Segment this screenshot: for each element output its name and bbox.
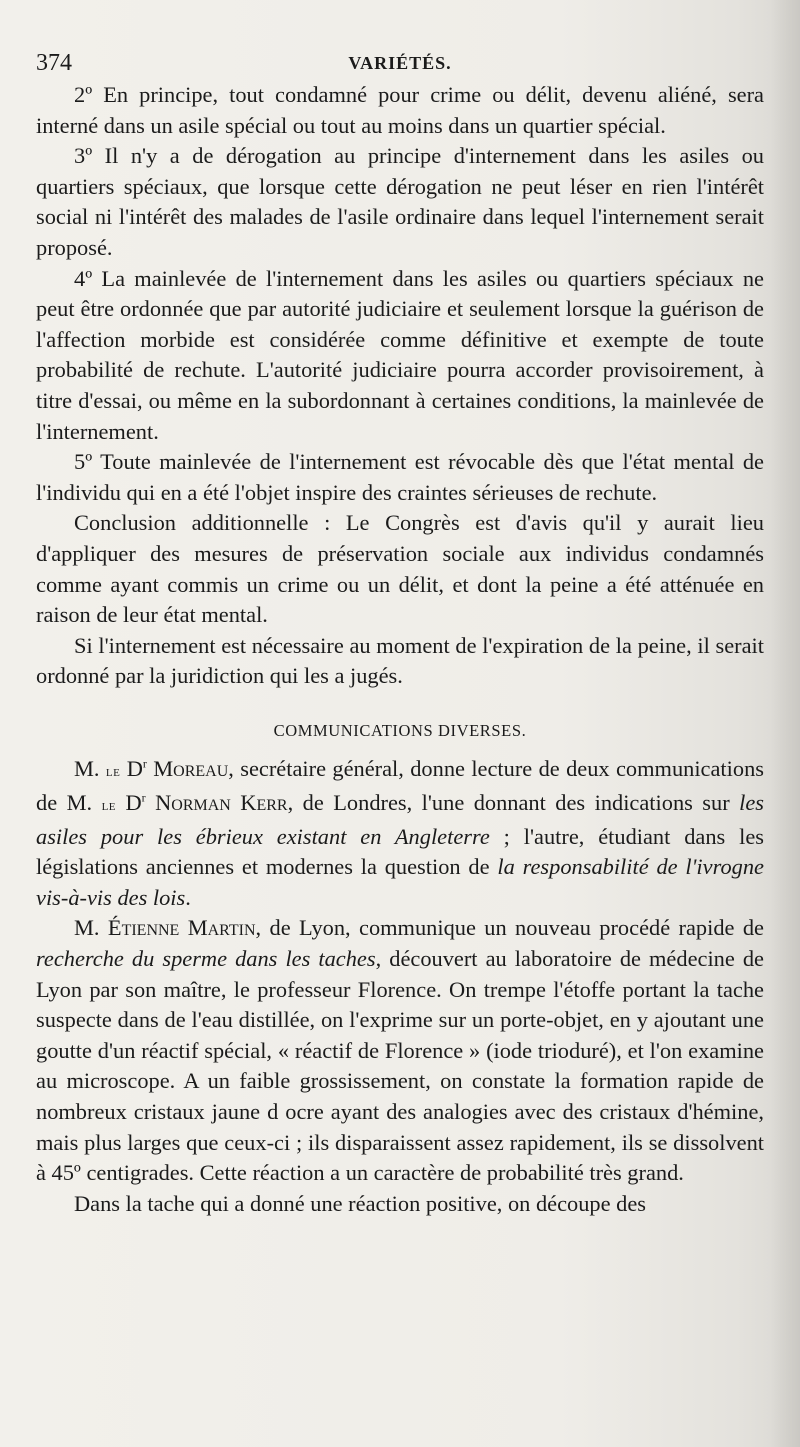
moreau-italic-2: la responsabilité de l'ivrogne vis-à-vis des lois [36, 854, 764, 910]
section-title: COMMUNICATIONS DIVERSES. [273, 720, 527, 740]
moreau-le: le [105, 764, 121, 781]
kerr-le: le [101, 798, 117, 815]
page-header [36, 40, 764, 80]
moreau-m: M. [74, 756, 100, 782]
moreau-text-2: , de Londres, l'une donnant des indications sur [287, 790, 740, 816]
running-head: VARIÉTÉS. [348, 53, 452, 73]
moreau-italic-1: les asiles pour les ébrieux existant en Angleterre [36, 790, 765, 849]
moreau-dr: D [126, 756, 143, 782]
moreau-name: Moreau [153, 756, 229, 782]
paragraph-martin [36, 913, 764, 1188]
paragraph-internement: Si l'internement est nécessaire au moment de l'expiration de la peine, il serait ordonné par la juridiction qui les a jugés. [36, 632, 764, 689]
paragraph-conclusion: Conclusion additionnelle : Le Congrès est d'avis qu'il y aurait lieu d'appliquer des mesures de préservation sociale aux individus condamnés comme ayant commis un crime ou un délit, et dont la peine a été atténuée en raison de leur état mental. [36, 510, 764, 628]
paragraph-moreau [36, 754, 764, 913]
moreau-text-4: . [185, 884, 191, 910]
kerr-name: Norman Kerr [155, 790, 288, 816]
martin-text-2: , découvert au laboratoire de médecine de Lyon par son maître, le professeur Florence. On trempe l'étoffe portant la tache suspecte dans de l'eau distillée, on l'exprime sur un porte-objet, en y ajoutant une goutte d'un réactif spécial, « réactif de Florence » (iode trioduré), et l'on examine au microscope. A un faible grossissement, on constate la formation rapide de nombreux cristaux jaune d ocre ayant des analogies avec des cristaux d'hémine, mais plus larges que ceux-ci ; ils disparaissent assez rapidement, ils se dissolvent à 45º centigrades. Cette réaction a un caractère de probabilité très grand. [36, 946, 764, 1186]
moreau-text-3: ; l'autre, étudiant dans les législations anciennes et modernes la question de [36, 823, 764, 880]
moreau-text-1: , secrétaire général, donne lecture de deux communications de M. [36, 756, 764, 816]
page-edge-shadow [770, 0, 800, 1447]
kerr-dr: D [125, 790, 142, 816]
martin-name: Étienne Martin [107, 915, 256, 941]
martin-text-1: , de Lyon, communique un nouveau procédé rapide de [255, 915, 764, 941]
paragraph-5: 5º Toute mainlevée de l'internement est révocable dès que l'état mental de l'individu qui en a été l'objet inspire des craintes sérieuses de rechute. [36, 449, 764, 505]
page-number: 374 [36, 50, 72, 76]
paragraph-2: 2º En principe, tout condamné pour crime ou délit, devenu aliéné, sera interné dans un asile spécial ou tout au moins dans un quartier spécial. [36, 82, 764, 138]
paragraph-3: 3º Il n'y a de dérogation au principe d'internement dans les asiles ou quartiers spéciaux, que lorsque cette dérogation ne peut léser en rien l'intérêt social ni l'intérêt des malades de l'asile ordinaire dans lequel l'internement serait proposé. [36, 143, 764, 260]
moreau-dr-sup: r [142, 757, 147, 771]
martin-italic-1: recherche du sperme dans les taches [36, 946, 376, 972]
kerr-dr-sup: r [141, 790, 146, 805]
page-content [36, 40, 764, 1219]
paragraph-last: Dans la tache qui a donné une réaction positive, on découpe des [74, 1190, 647, 1216]
paragraph-4: 4º La mainlevée de l'internement dans les asiles ou quartiers spéciaux ne peut être ordonnée que par autorité judiciaire et seulement lorsque la guérison de l'affection morbide est considérée comme définitive et exempte de toute probabilité de rechute. L'autorité judiciaire pourra accorder provisoirement, à titre d'essai, ou même en la subordonnant à certaines conditions, la mainlevée de l'internement. [36, 265, 764, 444]
martin-m: M. [74, 915, 100, 941]
